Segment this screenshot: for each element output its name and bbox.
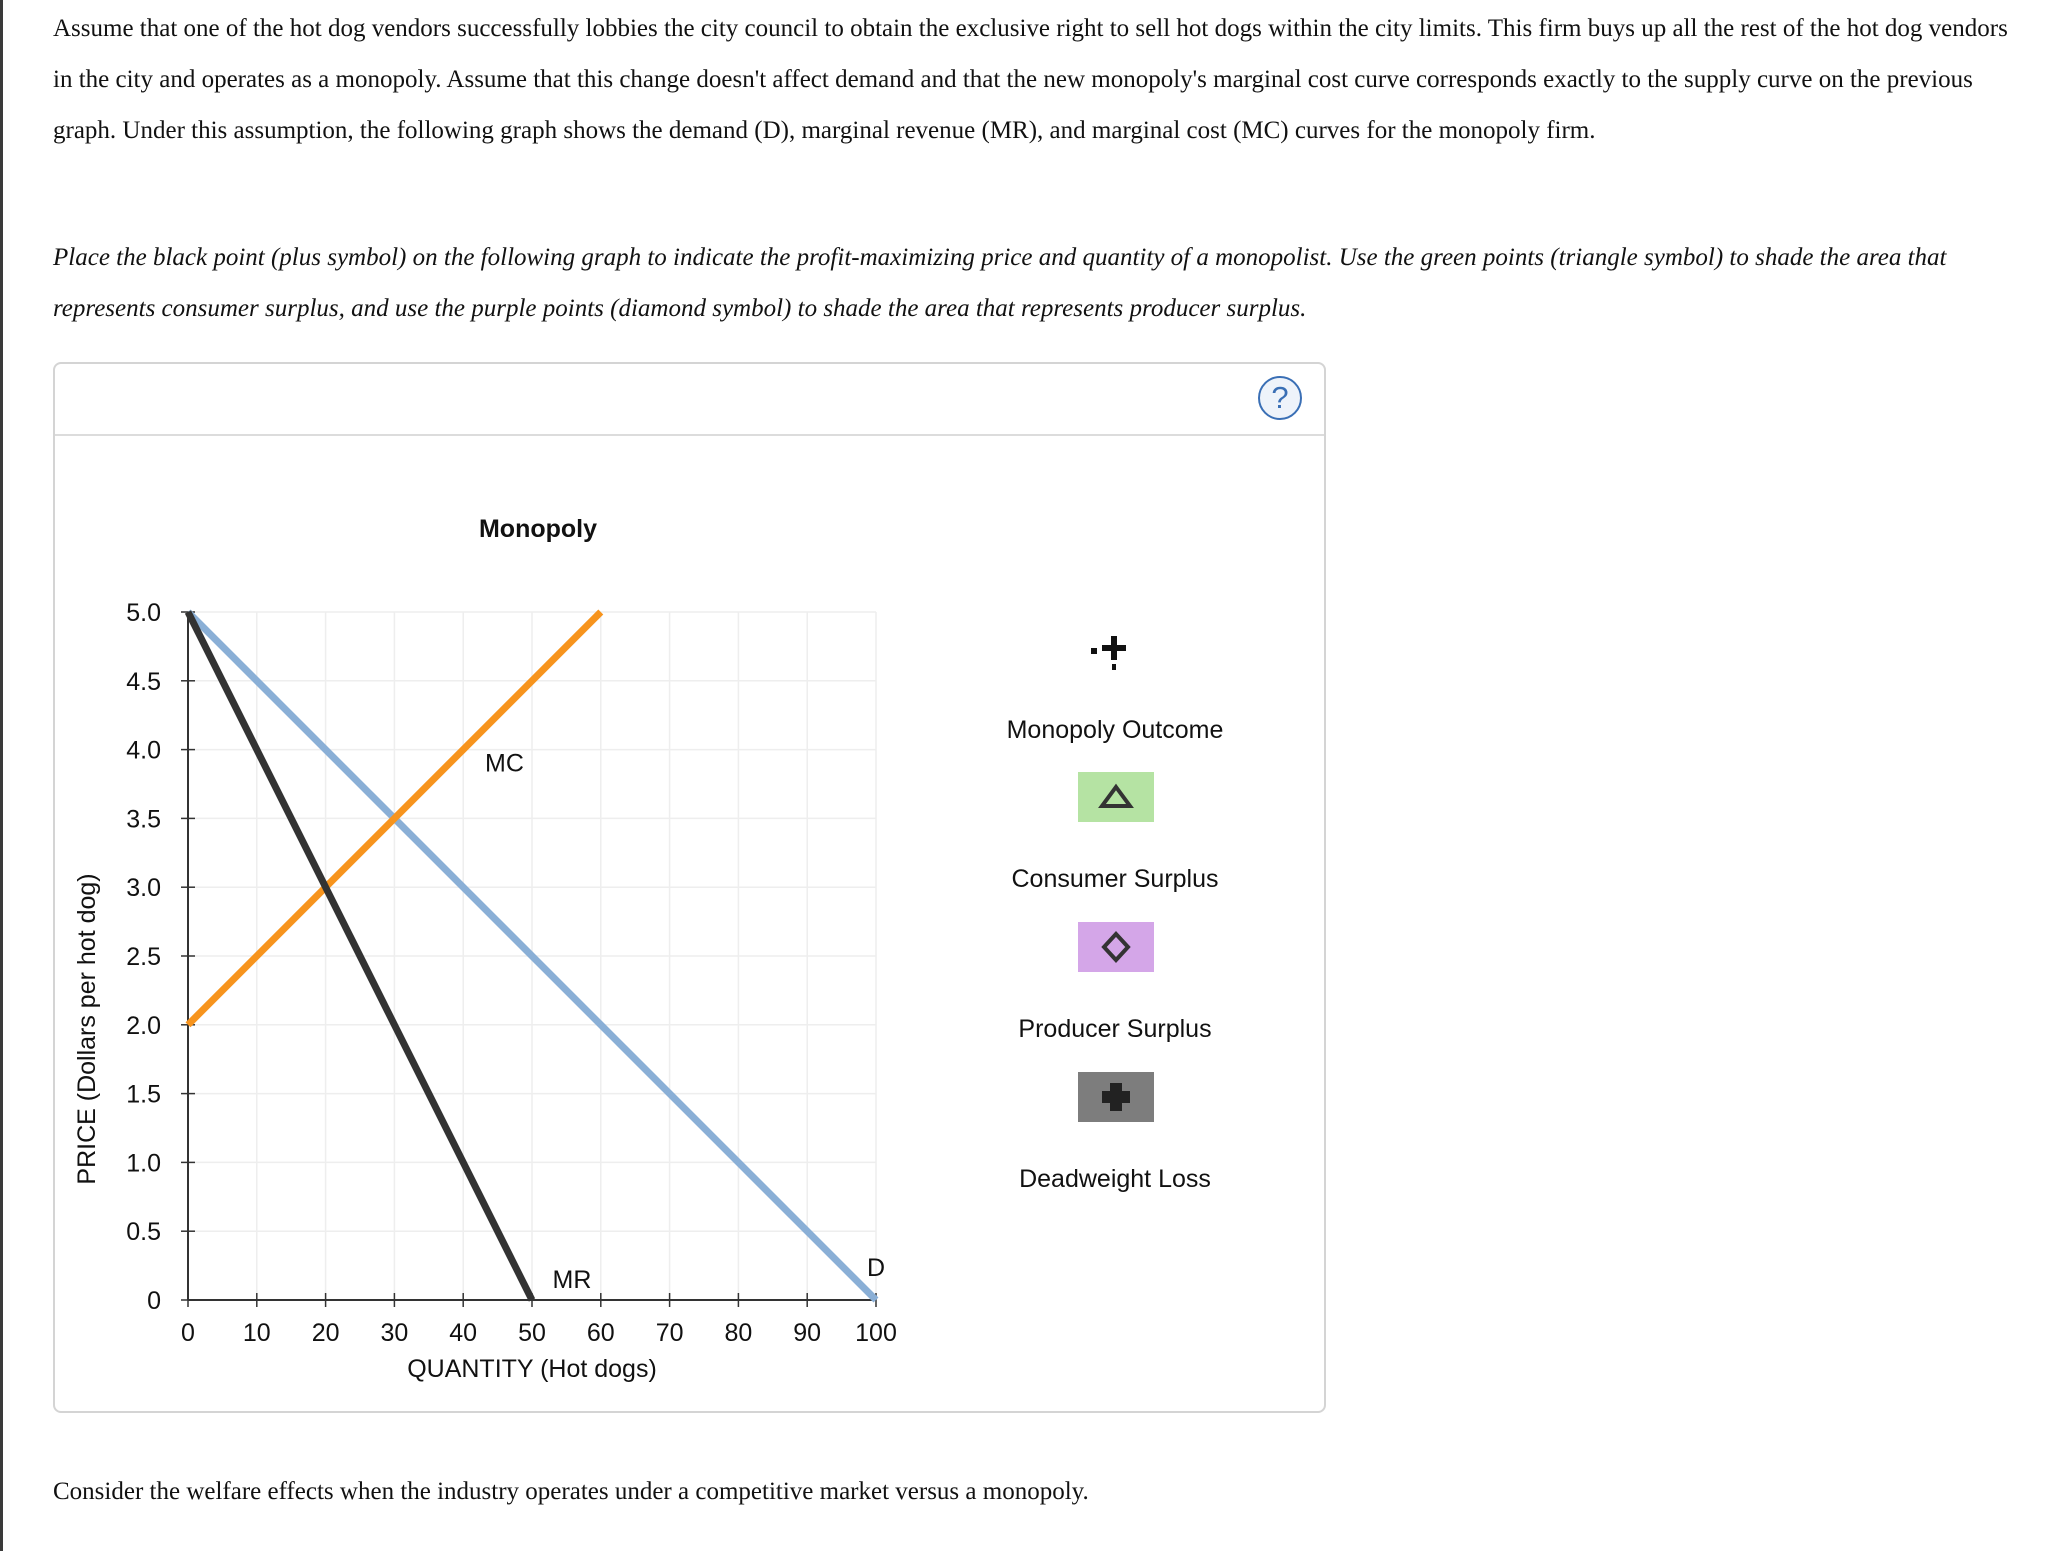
x-tick-label: 50: [518, 1319, 546, 1347]
y-tick-label: 4.0: [126, 736, 161, 765]
y-tick-label: 2.0: [126, 1011, 161, 1040]
deadweight-loss-tool[interactable]: [1078, 1072, 1154, 1122]
producer-surplus-swatch: [1078, 922, 1154, 972]
y-tick-label: 0: [147, 1287, 161, 1315]
x-tick-label: 30: [380, 1319, 409, 1347]
y-tick-label: 2.5: [126, 943, 161, 971]
page-left-border: [0, 0, 3, 1551]
consumer-surplus-tool[interactable]: [1078, 772, 1154, 822]
mc-curve-label: MC: [485, 749, 524, 778]
x-tick-label: 70: [655, 1319, 684, 1347]
y-axis-label: PRICE (Dollars per hot dog): [73, 873, 101, 1185]
x-tick-label: 20: [311, 1319, 340, 1347]
monopoly-outcome-tool[interactable]: [1091, 636, 1126, 670]
x-tick-label: 10: [242, 1319, 271, 1347]
monopoly-outcome-marker: [1091, 648, 1097, 654]
help-button[interactable]: ?: [1258, 376, 1302, 420]
welfare-paragraph: Consider the welfare effects when the industry operates under a competitive market versus a monopoly.: [53, 1478, 1089, 1505]
instructions-paragraph: Place the black point (plus symbol) on the following graph to indicate the profit-maximizing price and quantity of a monopolist. Use the green points (triangle symbol) to shade the area that represents consumer surplus, and use the purple points (diamond symbol) to shade the area that represents producer surplus.: [53, 244, 1947, 322]
mr-curve-label: MR: [552, 1266, 592, 1294]
y-tick-label: 4.5: [126, 667, 161, 696]
plus-icon-bar: [1102, 645, 1126, 651]
x-tick-label: 100: [855, 1319, 897, 1347]
y-tick-label: 3.5: [126, 805, 161, 834]
graph-panel: [53, 362, 1326, 1413]
legend-label-producer-surplus: Producer Surplus: [1018, 1015, 1212, 1043]
x-tick-label: 60: [586, 1319, 615, 1347]
y-tick-label: 3.0: [126, 874, 161, 903]
legend-label-deadweight-loss: Deadweight Loss: [1019, 1165, 1211, 1193]
legend-label-consumer-surplus: Consumer Surplus: [1011, 865, 1219, 893]
y-tick-label: 1.5: [126, 1080, 161, 1109]
chart-title: Monopoly: [478, 515, 598, 543]
legend-label-monopoly-outcome: Monopoly Outcome: [1006, 716, 1224, 744]
y-tick-label: 5.0: [126, 599, 161, 627]
x-tick-label: 40: [449, 1319, 478, 1347]
y-tick-label: 0.5: [126, 1218, 161, 1247]
d-curve-label: D: [866, 1254, 886, 1282]
legend: [1007, 636, 1224, 1193]
x-tick-label: 80: [724, 1319, 753, 1347]
consumer-surplus-swatch: [1078, 772, 1154, 822]
producer-surplus-tool[interactable]: [1078, 922, 1154, 972]
x-tick-label: 90: [793, 1319, 822, 1347]
plus-icon-stem: [1112, 664, 1116, 670]
y-tick-label: 1.0: [126, 1149, 161, 1178]
x-tick-label: 0: [181, 1319, 195, 1347]
cross-icon-bar: [1102, 1091, 1130, 1103]
x-axis-label: QUANTITY (Hot dogs): [407, 1355, 657, 1383]
intro-paragraph: Assume that one of the hot dog vendors successfully lobbies the city council to obtain the exclusive right to sell hot dogs within the city limits. This firm buys up all the rest of the hot dog vendors in the city and operates as a monopoly. Assume that this change doesn't affect demand and that the new monopoly's marginal cost curve corresponds exactly to the supply curve on the previous graph. Under this assumption, the following graph shows the demand (D), marginal revenue (MR), and marginal cost (MC) curves for the monopoly firm.: [53, 15, 2008, 144]
monopoly-graph[interactable]: [55, 364, 1324, 1411]
